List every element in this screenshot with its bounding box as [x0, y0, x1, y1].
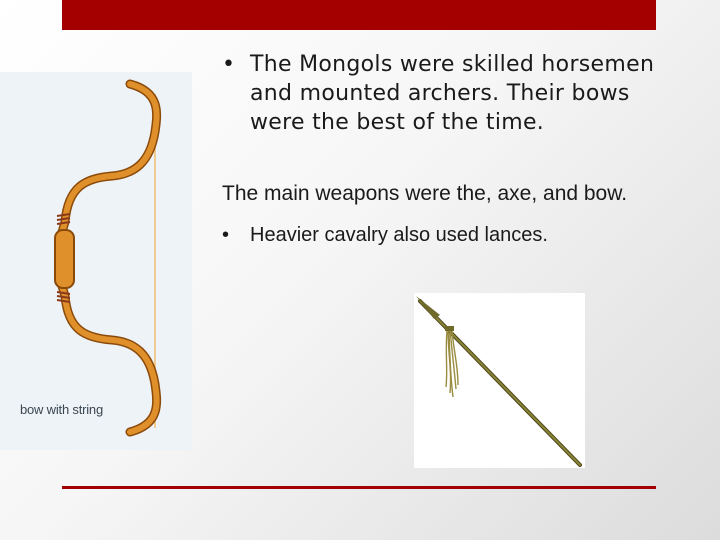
- bullet-mongols-text: The Mongols were skilled horsemen and mounted archers. Their bows were the best of the time.: [250, 52, 655, 135]
- lance-tassel-binding: [445, 326, 454, 331]
- slide-text: [222, 50, 692, 248]
- lance-illustration: [414, 293, 585, 468]
- bow-caption: bow with string: [20, 402, 103, 417]
- bullet-lances: [222, 222, 692, 248]
- bottom-accent-rule: [62, 486, 656, 489]
- lance-shaft: [420, 301, 580, 465]
- bow-grip: [55, 230, 74, 288]
- bow-illustration: [0, 72, 192, 450]
- main-weapons-text: The main weapons were the, axe, and bow.: [222, 182, 628, 205]
- bullet-marker: •: [222, 52, 236, 77]
- bow-image: [0, 72, 192, 450]
- bow-upper-limb: [62, 84, 157, 232]
- lance-tip: [416, 296, 440, 319]
- bullet-mongols: [222, 50, 692, 137]
- bullet-lances-text: Heavier cavalry also used lances.: [250, 224, 548, 246]
- bullet-marker: •: [222, 224, 230, 246]
- top-accent-bar: [62, 0, 656, 30]
- lance-image: [414, 293, 585, 468]
